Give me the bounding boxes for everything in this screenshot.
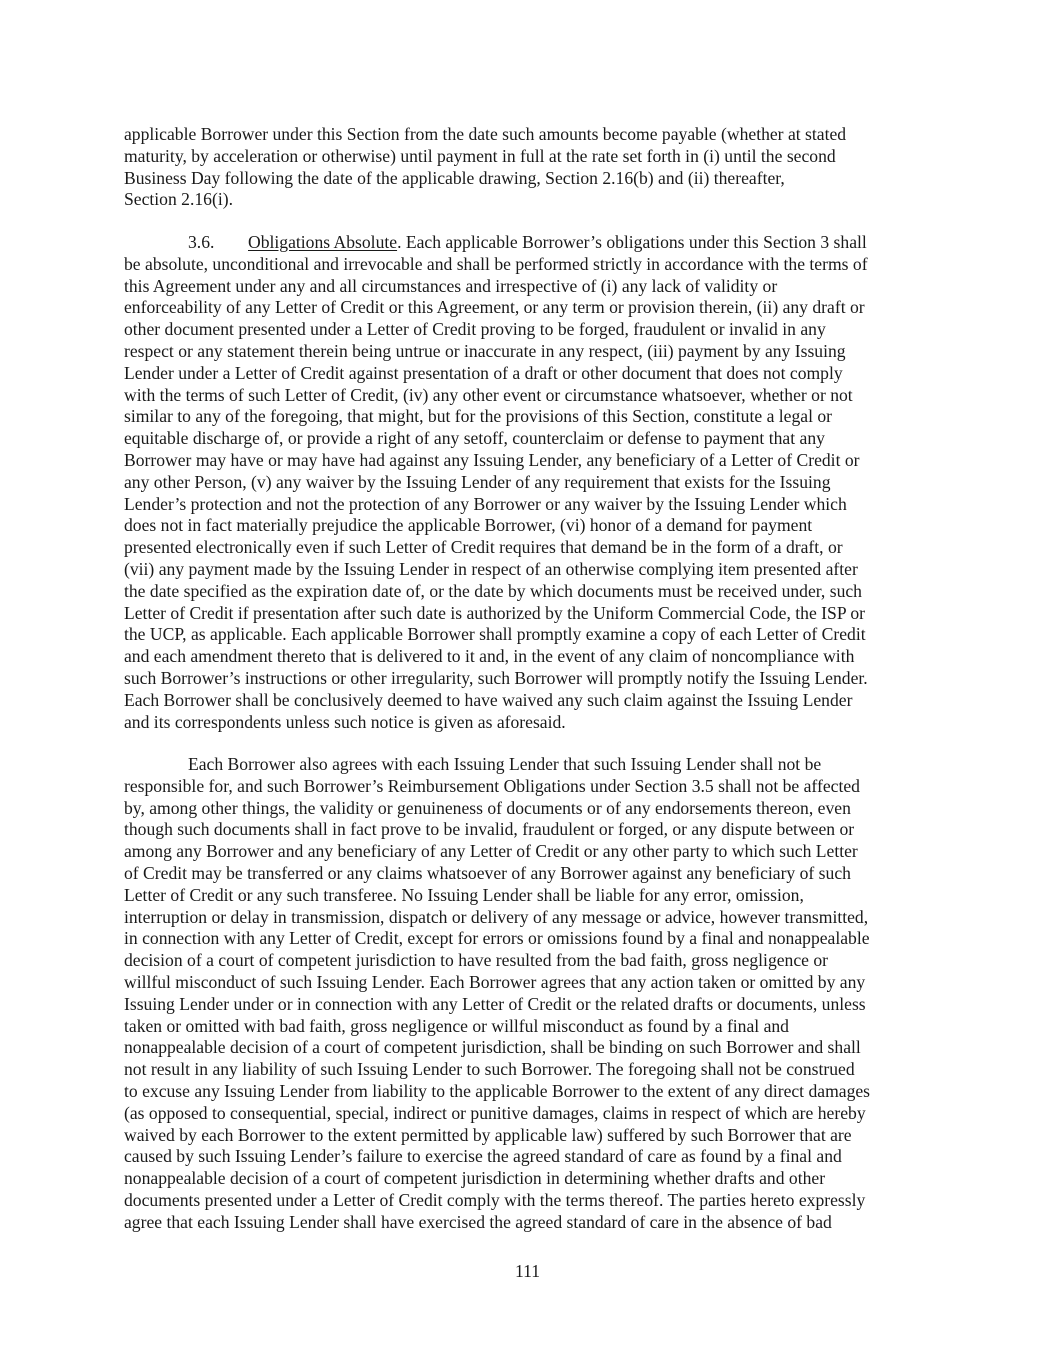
text-line: with the terms of such Letter of Credit, (iv) any other event or circumstance whatsoever, whether or not — [124, 384, 853, 405]
text-line: and each amendment thereto that is delivered to it and, in the event of any claim of noncompliance with — [124, 646, 855, 667]
text-line: does not in fact materially prejudice the applicable Borrower, (vi) honor of a demand for payment — [124, 515, 813, 536]
text-line: in connection with any Letter of Credit, except for errors or omissions found by a final and nonappealable — [124, 928, 870, 949]
section-heading: Obligations Absolute — [248, 232, 398, 252]
text-line: Business Day following the date of the applicable drawing, Section 2.16(b) and (ii) thereafter, — [124, 167, 785, 188]
section-number: 3.6. — [188, 232, 215, 252]
text-line: though such documents shall in fact prove to be invalid, fraudulent or forged, or any dispute between or — [124, 819, 855, 840]
paragraph-first-line-text: Each Borrower also agrees with each Issuing Lender that such Issuing Lender shall not be — [188, 754, 822, 774]
text-line: respect or any statement therein being untrue or inaccurate in any respect, (iii) payment by any Issuing — [124, 340, 846, 361]
text-line: any other Person, (v) any waiver by the Issuing Lender of any requirement that exists for the Issuing — [124, 471, 831, 492]
text-line: waived by each Borrower to the extent permitted by applicable law) suffered by such Borrower that are — [124, 1124, 852, 1145]
text-line: (vii) any payment made by the Issuing Lender in respect of an otherwise complying item presented after — [124, 558, 858, 579]
text-line: Each Borrower shall be conclusively deemed to have waived any such claim against the Issuing Lender — [124, 689, 853, 710]
text-line: decision of a court of competent jurisdiction to have resulted from the bad faith, gross negligence or — [124, 950, 829, 971]
section-first-line-text: . Each applicable Borrower’s obligations under this Section 3 shall — [397, 232, 867, 252]
text-line: willful misconduct of such Issuing Lender. Each Borrower agrees that any action taken or omitted by any — [124, 971, 866, 992]
text-line: (as opposed to consequential, special, indirect or punitive damages, claims in respect of which are hereby — [124, 1102, 866, 1123]
borrower-agreement-paragraph — [124, 754, 932, 1234]
text-line: this Agreement under any and all circumstances and irrespective of (i) any lack of validity or — [124, 275, 778, 296]
text-line: responsible for, and such Borrower’s Reimbursement Obligations under Section 3.5 shall not be affected — [124, 775, 860, 796]
text-line: presented electronically even if such Letter of Credit requires that demand be in the form of a draft, or — [124, 537, 843, 558]
text-line: other document presented under a Letter of Credit proving to be forged, fraudulent or invalid in any — [124, 319, 826, 340]
text-line: the date specified as the expiration date of, or the date by which documents must be received under, such — [124, 580, 862, 601]
text-line: Section 2.16(i). — [124, 189, 233, 210]
page-number: 111 — [514, 1261, 541, 1281]
text-line: similar to any of the foregoing, that might, but for the provisions of this Section, constitute a legal or — [124, 406, 833, 427]
section-3-6-paragraph — [124, 232, 932, 733]
text-line: not result in any liability of such Issuing Lender to such Borrower. The foregoing shall not be construed — [124, 1059, 855, 1080]
continuation-paragraph — [124, 124, 932, 211]
text-line: such Borrower’s instructions or other irregularity, such Borrower will promptly notify the Issuing Lender. — [124, 667, 868, 688]
text-line: taken or omitted with bad faith, gross negligence or willful misconduct as found by a final and — [124, 1015, 789, 1036]
text-line: and its correspondents unless such notice is given as aforesaid. — [124, 711, 566, 732]
text-line: maturity, by acceleration or otherwise) until payment in full at the rate set forth in (i) until the second — [124, 145, 836, 166]
text-line: applicable Borrower under this Section from the date such amounts become payable (whether at stated — [124, 124, 847, 144]
text-line: Issuing Lender under or in connection with any Letter of Credit or the related drafts or documents, unless — [124, 993, 866, 1014]
text-line: to excuse any Issuing Lender from liability to the applicable Borrower to the extent of any direct damages — [124, 1080, 871, 1101]
text-line: nonappealable decision of a court of competent jurisdiction in determining whether drafts and other — [124, 1168, 826, 1189]
text-line: among any Borrower and any beneficiary of any Letter of Credit or any other party to which such Letter — [124, 841, 858, 862]
text-line: Borrower may have or may have had against any Issuing Lender, any beneficiary of a Letter of Credit or — [124, 449, 860, 470]
text-line: by, among other things, the validity or genuineness of documents or of any endorsements thereon, even — [124, 797, 851, 818]
text-line: Lender under a Letter of Credit against presentation of a draft or other document that does not comply — [124, 362, 843, 383]
text-line: Letter of Credit or any such transferee. No Issuing Lender shall be liable for any error, omission, — [124, 884, 804, 905]
paragraph-first-line — [124, 754, 932, 776]
text-line: the UCP, as applicable. Each applicable Borrower shall promptly examine a copy of each Letter of Credit — [124, 624, 866, 645]
text-line: interruption or delay in transmission, dispatch or delivery of any message or advice, however transmitted, — [124, 906, 869, 927]
text-line: agree that each Issuing Lender shall have exercised the agreed standard of care in the absence of bad — [124, 1211, 832, 1232]
text-line: equitable discharge of, or provide a right of any setoff, counterclaim or defense to payment that any — [124, 428, 825, 449]
section-first-line — [124, 232, 932, 254]
text-line: documents presented under a Letter of Credit comply with the terms thereof. The parties hereto expressly — [124, 1189, 866, 1210]
text-line: Lender’s protection and not the protection of any Borrower or any waiver by the Issuing Lender which — [124, 493, 847, 514]
text-line: enforceability of any Letter of Credit or this Agreement, or any term or provision therein, (ii) any draft or — [124, 297, 865, 318]
text-line: Letter of Credit if presentation after such date is authorized by the Uniform Commercial Code, the ISP or — [124, 602, 865, 623]
text-line: be absolute, unconditional and irrevocable and shall be performed strictly in accordance with the terms of — [124, 253, 868, 274]
text-line: of Credit may be transferred or any claims whatsoever of any Borrower against any beneficiary of such — [124, 862, 851, 883]
text-line: nonappealable decision of a court of competent jurisdiction, shall be binding on such Borrower and shall — [124, 1037, 861, 1058]
text-line: caused by such Issuing Lender’s failure to exercise the agreed standard of care as found by a final and — [124, 1146, 842, 1167]
